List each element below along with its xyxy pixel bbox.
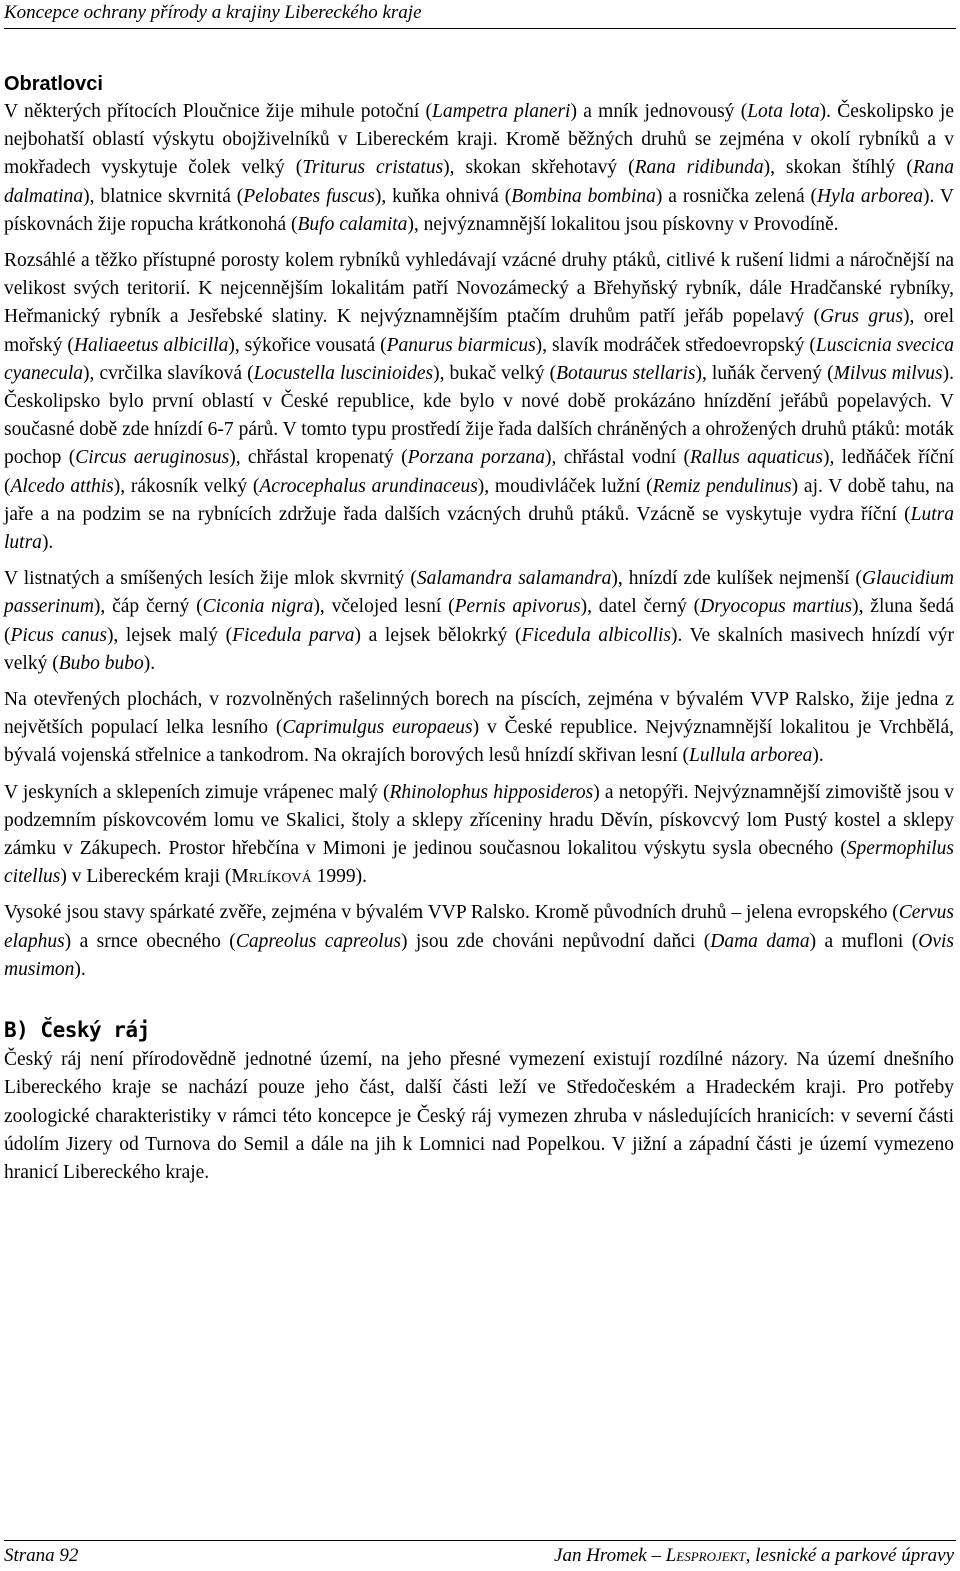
species-name: Triturus cristatus bbox=[302, 157, 444, 179]
paragraph bbox=[4, 686, 954, 771]
text-run: ), moudivláček lužní ( bbox=[477, 475, 653, 497]
species-name: Lullula arborea bbox=[689, 745, 813, 767]
text-run: ) v České republice. Nejvýznamnější lokalitou je Vrchbělá, bývalá vojenská střelnice a tankodrom. Na okrajích borových lesů hnízdí skřivan lesní ( bbox=[4, 717, 954, 767]
paragraph bbox=[4, 899, 954, 984]
cesky-raj-paragraphs bbox=[4, 1046, 954, 1187]
species-name: Circus aeruginosus bbox=[75, 447, 230, 469]
species-name: Hyla arborea bbox=[817, 185, 923, 207]
species-name: Ovis musimon bbox=[4, 930, 955, 980]
species-name: Alcedo atthis bbox=[10, 475, 114, 497]
text-run: ) jsou zde chováni nepůvodní daňci ( bbox=[400, 930, 711, 952]
species-name: Rana dalmatina bbox=[4, 157, 954, 207]
section-heading-vertebrates: Obratlovci bbox=[4, 73, 103, 95]
text-run: ), kuňka ohnivá ( bbox=[374, 185, 512, 207]
footer-author bbox=[554, 1545, 954, 1567]
species-name: Milvus milvus bbox=[833, 362, 943, 384]
species-name: Rana ridibunda bbox=[634, 157, 764, 179]
text-run: ), žluna šedá ( bbox=[4, 596, 955, 646]
text-run: ) a rosnička zelená ( bbox=[655, 185, 818, 207]
text-run: ). bbox=[74, 958, 86, 980]
text-run: ), ledňáček říční ( bbox=[4, 447, 955, 497]
running-header: Koncepce ochrany přírody a krajiny Libereckého kraje bbox=[4, 2, 422, 23]
paragraph bbox=[4, 1046, 954, 1187]
text-run: ). Ve skalních masivech hnízdí výr velký ( bbox=[4, 624, 954, 674]
text-run: ) a lejsek bělokrký ( bbox=[354, 624, 522, 646]
text-run: ), čáp černý ( bbox=[93, 596, 203, 618]
text-run: V listnatých a smíšených lesích žije mlok skvrnitý ( bbox=[4, 568, 417, 590]
species-name: Glaucidium passerinum bbox=[4, 568, 954, 618]
species-name: Lota lota bbox=[747, 101, 820, 122]
species-name: Picus canus bbox=[10, 624, 107, 646]
header-rule bbox=[4, 28, 956, 29]
text-run: ). bbox=[41, 532, 54, 554]
species-name: Grus grus bbox=[820, 306, 904, 328]
text-run: ), bukač velký ( bbox=[433, 362, 557, 384]
text-run: ). V pískovnách žije ropucha krátkonohá ( bbox=[4, 185, 955, 235]
footer-rule bbox=[4, 1540, 956, 1541]
species-name: Rhinolophus hipposideros bbox=[389, 781, 594, 803]
text-run: ), včelojed lesní ( bbox=[313, 596, 455, 618]
text-run: ), blatnice skvrnitá ( bbox=[83, 185, 244, 207]
text-run: ), orel mořský ( bbox=[4, 306, 955, 356]
species-name: Acrocephalus arundinaceus bbox=[259, 475, 478, 497]
text-run: V jeskyních a sklepeních zimuje vrápenec malý ( bbox=[4, 781, 390, 803]
species-name: Cervus elaphus bbox=[4, 902, 954, 952]
text-run: ), hnízdí zde kulíšek nejmenší ( bbox=[611, 568, 862, 590]
species-name: Ficedula albicollis bbox=[521, 624, 671, 646]
species-name: Lutra lutra bbox=[4, 503, 954, 554]
author-name: Jan Hromek – bbox=[554, 1545, 666, 1566]
section-heading-cesky-raj: B) Český ráj bbox=[4, 1018, 150, 1043]
author-suffix: , lesnické a parkové úpravy bbox=[745, 1545, 954, 1566]
species-name: Pelobates fuscus bbox=[243, 185, 375, 207]
species-name: Bubo bubo bbox=[58, 652, 144, 674]
text-run: Český ráj není přírodovědně jednotné území, na jeho přesné vymezení existují rozdílné názory. Na území dnešního Libereckého kraje se nachází pouze jeho část, další části leží ve Středočeském a Hradeckém kraji. Pro potřeby zoologické charakteristiky v rámci této koncepce je Český ráj vymezen zhruba v následujících hranicích: v severní části údolím Jizery od Turnova do Semil a dále na jih k Lomnici nad Popelkou. V jižní a západní části je území vymezeno hranicí Libereckého kraje. bbox=[4, 1049, 954, 1183]
text-run: ), datel černý ( bbox=[580, 596, 701, 618]
species-name: Salamandra salamandra bbox=[416, 568, 612, 590]
text-run: ) a netopýři. Nejvýznamnější zimoviště jsou v podzemním pískovcovém lomu ve Skalici, štoly a sklepy zříceniny hradu Děvín, pískovcvý lom Pustý kostel a sklepy zámku v Zákupech. Prostor hřebčína v Mimoni je jedinou současnou lokalitou výskytu sysla obecného ( bbox=[4, 781, 955, 860]
paragraph bbox=[4, 779, 954, 892]
text-run: Rozsáhlé a těžko přístupné porosty kolem rybníků vyhledávají vzácné druhy ptáků, citlivé k rušení lidmi a náročnější na velikost svých teritorií. K nejcennějším lokalitám patří Novozámecký a Břehyňský rybník, dále Hradčanské rybníky, Heřmanický rybník a Jesřebské slatiny. K nejvýznamnějším ptačím druhům patří jeřáb popelavý ( bbox=[4, 250, 954, 328]
text-run: ), skokan štíhlý ( bbox=[763, 157, 913, 179]
text-run: ), skokan skřehotavý ( bbox=[443, 157, 635, 179]
paragraph bbox=[4, 98, 954, 239]
text-run: ) a mník jednovousý ( bbox=[570, 101, 748, 122]
species-name: Ciconia nigra bbox=[202, 596, 314, 618]
species-name: Remiz pendulinus bbox=[652, 475, 792, 497]
species-name: Porzana porzana bbox=[407, 447, 546, 469]
text-run: ). Českolipsko bylo první oblastí v České republice, kde bylo v nové době prokázáno hnízdění jeřábů popelavých. V současné době zde hnízdí 6-7 párů. V tomto typu prostředí žije řada dalších chráněných a ohrožených druhů ptáků: moták pochop ( bbox=[4, 362, 955, 469]
text-run: ) aj. V době tahu, na jaře a na podzim se na rybnících zdržuje řada dalších vzácných druhů ptáků. Vzácně se vyskytuje vydra říční ( bbox=[4, 475, 955, 525]
text-run: ), sýkořice vousatá ( bbox=[228, 334, 387, 356]
species-name: Dryocopus martius bbox=[700, 596, 853, 618]
species-name: Locustella luscinioides bbox=[253, 362, 434, 384]
text-run: ), cvrčilka slavíková ( bbox=[83, 362, 254, 384]
species-name: Lampetra planeri bbox=[432, 101, 571, 122]
text-run: 1999). bbox=[311, 866, 367, 888]
species-name: Spermophilus citellus bbox=[4, 838, 954, 888]
species-name: Panurus biarmicus bbox=[386, 334, 536, 356]
page-number: Strana 92 bbox=[4, 1545, 79, 1566]
text-run: ), chřástal vodní ( bbox=[545, 447, 690, 469]
text-run: ). bbox=[143, 652, 156, 674]
paragraph bbox=[4, 565, 954, 678]
species-name: Bombina bombina bbox=[511, 185, 656, 207]
text-run: ), slavík modráček středoevropský ( bbox=[535, 334, 816, 356]
text-run: rlíková bbox=[248, 866, 312, 888]
text-run: ), chřástal kropenatý ( bbox=[229, 447, 408, 469]
species-name: Capreolus capreolus bbox=[235, 930, 401, 952]
text-run: Na otevřených plochách, v rozvolněných rašelinných borech na píscích, zejména v bývalém VVP Ralsko, žije jedna z největších populací lelka lesního ( bbox=[4, 689, 954, 739]
species-name: Pernis apivorus bbox=[454, 596, 581, 618]
text-run: ), rákosník velký ( bbox=[113, 475, 260, 497]
text-run: Vysoké jsou stavy spárkaté zvěře, zejména v bývalém VVP Ralsko. Kromě původních druhů – jelena evropského ( bbox=[4, 902, 899, 924]
author-company: Lesprojekt bbox=[665, 1545, 746, 1566]
text-run: ). Českolipsko je nejbohatší oblastí výskytu obojživelníků v Libereckém kraji. Kromě běžných druhů se zejména v okolí rybníků a v mokřadech vyskytuje čolek velký ( bbox=[4, 101, 954, 179]
text-run: ), nejvýznamnější lokalitou jsou pískovny v Provodíně. bbox=[407, 213, 839, 235]
species-name: Luscicnia svecica cyanecula bbox=[4, 334, 954, 384]
text-run: ) a mufloni ( bbox=[809, 930, 919, 952]
text-run: ) a srnce obecného ( bbox=[64, 930, 236, 952]
text-run: ), lejsek malý ( bbox=[106, 624, 233, 646]
species-name: Ficedula parva bbox=[232, 624, 355, 646]
species-name: Rallus aquaticus bbox=[689, 447, 823, 469]
text-run: V některých přítocích Ploučnice žije mihule potoční ( bbox=[4, 101, 433, 122]
paragraph bbox=[4, 247, 954, 557]
species-name: Haliaeetus albicilla bbox=[73, 334, 229, 356]
species-name: Bufo calamita bbox=[297, 213, 408, 235]
text-run: ), luňák červený ( bbox=[695, 362, 834, 384]
text-run: ). bbox=[812, 745, 824, 767]
species-name: Botaurus stellaris bbox=[556, 362, 696, 384]
vertebrates-paragraphs bbox=[4, 98, 954, 984]
text-run: ) v Libereckém kraji (M bbox=[60, 866, 249, 888]
document-body bbox=[4, 70, 954, 1195]
species-name: Dama dama bbox=[710, 930, 810, 952]
species-name: Caprimulgus europaeus bbox=[282, 717, 473, 739]
